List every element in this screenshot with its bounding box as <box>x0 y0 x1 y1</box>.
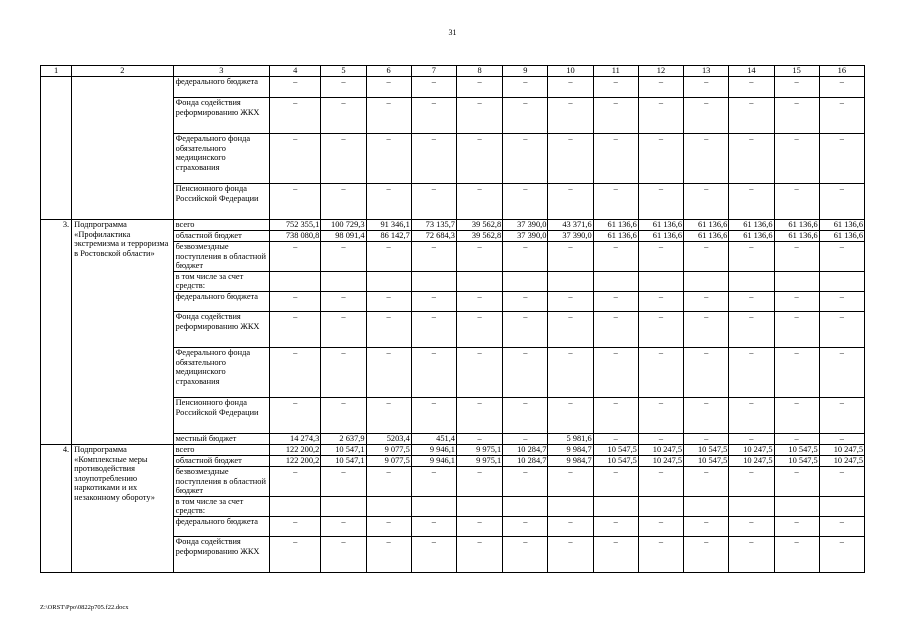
value-cell <box>774 496 819 516</box>
value-cell: – <box>503 184 548 220</box>
header-cell: 13 <box>684 66 729 77</box>
funding-source-cell: федерального бюджета <box>173 516 269 536</box>
funding-source-cell: Фонда содействия реформированию ЖКХ <box>173 536 269 572</box>
value-cell: – <box>366 77 411 98</box>
value-cell: 9 946,1 <box>411 455 456 466</box>
value-cell: – <box>366 134 411 184</box>
value-cell <box>638 496 683 516</box>
value-cell: – <box>593 516 638 536</box>
value-cell: – <box>638 516 683 536</box>
funding-source-cell: безвозмездные поступления в областной бюджет <box>173 466 269 496</box>
value-cell: – <box>270 134 321 184</box>
value-cell: 738 080,8 <box>270 231 321 242</box>
value-cell: – <box>548 466 593 496</box>
value-cell: – <box>684 98 729 134</box>
value-cell: – <box>456 397 502 433</box>
value-cell: 10 547,5 <box>593 444 638 455</box>
file-path-footer: Z:\ORST\Ppo\0822p705.f22.docx <box>40 604 129 611</box>
value-cell: – <box>321 536 366 572</box>
value-cell: – <box>321 466 366 496</box>
value-cell: – <box>593 98 638 134</box>
value-cell: – <box>819 242 864 272</box>
value-cell: – <box>270 347 321 397</box>
value-cell <box>548 271 593 291</box>
value-cell: – <box>593 536 638 572</box>
funding-source-cell: Пенсионного фонда Российской Федерации <box>173 184 269 220</box>
value-cell: – <box>321 184 366 220</box>
value-cell: – <box>411 397 456 433</box>
value-cell: 37 390,0 <box>503 231 548 242</box>
budget-table <box>40 65 865 573</box>
value-cell: – <box>366 184 411 220</box>
value-cell: 9 946,1 <box>411 444 456 455</box>
header-cell: 7 <box>411 66 456 77</box>
value-cell: – <box>548 98 593 134</box>
header-cell: 12 <box>638 66 683 77</box>
value-cell: 61 136,6 <box>684 220 729 231</box>
value-cell: 43 371,6 <box>548 220 593 231</box>
value-cell: – <box>638 536 683 572</box>
value-cell: 10 547,5 <box>684 455 729 466</box>
value-cell: – <box>774 291 819 311</box>
value-cell: – <box>729 134 774 184</box>
value-cell: – <box>593 347 638 397</box>
value-cell: 10 247,5 <box>729 444 774 455</box>
value-cell: 86 142,7 <box>366 231 411 242</box>
value-cell: – <box>638 77 683 98</box>
value-cell <box>366 271 411 291</box>
table-row <box>41 220 865 231</box>
value-cell: 91 346,1 <box>366 220 411 231</box>
value-cell: 5 981,6 <box>548 433 593 444</box>
value-cell: – <box>503 536 548 572</box>
value-cell: – <box>819 184 864 220</box>
value-cell: – <box>819 536 864 572</box>
subprogram-name-cell <box>72 77 173 220</box>
value-cell: 61 136,6 <box>593 220 638 231</box>
value-cell: 9 984,7 <box>548 444 593 455</box>
value-cell: 752 355,1 <box>270 220 321 231</box>
value-cell: – <box>411 77 456 98</box>
value-cell: – <box>321 516 366 536</box>
value-cell: – <box>321 347 366 397</box>
value-cell: – <box>593 134 638 184</box>
value-cell: – <box>774 466 819 496</box>
value-cell <box>270 271 321 291</box>
value-cell: 73 135,7 <box>411 220 456 231</box>
value-cell: 2 637,9 <box>321 433 366 444</box>
value-cell: – <box>819 134 864 184</box>
value-cell: – <box>503 242 548 272</box>
value-cell: – <box>503 466 548 496</box>
header-cell: 3 <box>173 66 269 77</box>
header-cell: 10 <box>548 66 593 77</box>
value-cell: – <box>321 134 366 184</box>
value-cell: 39 562,8 <box>456 231 502 242</box>
value-cell: – <box>411 516 456 536</box>
value-cell: 61 136,6 <box>638 231 683 242</box>
value-cell: – <box>503 347 548 397</box>
value-cell: – <box>503 134 548 184</box>
value-cell: – <box>548 311 593 347</box>
value-cell <box>638 271 683 291</box>
value-cell: 61 136,6 <box>593 231 638 242</box>
value-cell <box>593 271 638 291</box>
header-cell: 15 <box>774 66 819 77</box>
value-cell: 10 284,7 <box>503 455 548 466</box>
header-cell: 5 <box>321 66 366 77</box>
value-cell: – <box>321 291 366 311</box>
value-cell: – <box>503 291 548 311</box>
value-cell: 98 091,4 <box>321 231 366 242</box>
value-cell <box>321 271 366 291</box>
value-cell: 9 984,7 <box>548 455 593 466</box>
value-cell: – <box>729 397 774 433</box>
value-cell: 9 975,1 <box>456 455 502 466</box>
value-cell: – <box>270 98 321 134</box>
value-cell: – <box>270 536 321 572</box>
value-cell: 10 547,5 <box>774 455 819 466</box>
value-cell: – <box>774 536 819 572</box>
value-cell: – <box>729 347 774 397</box>
header-cell: 8 <box>456 66 502 77</box>
value-cell <box>503 496 548 516</box>
value-cell <box>411 271 456 291</box>
value-cell <box>729 271 774 291</box>
value-cell: – <box>684 242 729 272</box>
value-cell: – <box>819 77 864 98</box>
value-cell: – <box>819 98 864 134</box>
value-cell: – <box>456 184 502 220</box>
table-row <box>41 444 865 455</box>
value-cell: – <box>593 291 638 311</box>
value-cell: – <box>819 347 864 397</box>
value-cell <box>366 496 411 516</box>
value-cell: – <box>411 98 456 134</box>
value-cell: – <box>819 311 864 347</box>
value-cell: – <box>638 291 683 311</box>
value-cell: – <box>684 516 729 536</box>
value-cell: – <box>366 536 411 572</box>
value-cell: – <box>593 311 638 347</box>
value-cell: – <box>548 242 593 272</box>
value-cell: – <box>684 77 729 98</box>
page-number: 31 <box>448 28 457 37</box>
value-cell: – <box>729 98 774 134</box>
value-cell: – <box>366 347 411 397</box>
funding-source-cell: Федерального фонда обязательного медицинского страхования <box>173 134 269 184</box>
funding-source-cell: областной бюджет <box>173 455 269 466</box>
value-cell: 9 975,1 <box>456 444 502 455</box>
value-cell: – <box>638 347 683 397</box>
value-cell: – <box>729 311 774 347</box>
value-cell: – <box>638 134 683 184</box>
value-cell: – <box>411 311 456 347</box>
subprogram-name-cell: Подпрограмма «Профилактика экстремизма и терроризма в Ростовской области» <box>72 220 173 445</box>
row-number-cell <box>41 77 72 220</box>
value-cell: 10 547,5 <box>684 444 729 455</box>
value-cell: 122 200,2 <box>270 444 321 455</box>
value-cell: – <box>321 242 366 272</box>
value-cell: 72 684,3 <box>411 231 456 242</box>
value-cell: – <box>456 311 502 347</box>
value-cell: – <box>456 77 502 98</box>
header-cell: 9 <box>503 66 548 77</box>
value-cell: 61 136,6 <box>774 220 819 231</box>
value-cell: – <box>684 311 729 347</box>
value-cell: – <box>411 291 456 311</box>
funding-source-cell: Фонда содействия реформированию ЖКХ <box>173 311 269 347</box>
funding-source-cell: Фонда содействия реформированию ЖКХ <box>173 98 269 134</box>
value-cell: 61 136,6 <box>729 220 774 231</box>
value-cell <box>819 496 864 516</box>
value-cell: – <box>684 291 729 311</box>
value-cell: – <box>366 311 411 347</box>
value-cell: – <box>638 433 683 444</box>
value-cell: – <box>411 134 456 184</box>
header-cell: 4 <box>270 66 321 77</box>
value-cell: – <box>593 466 638 496</box>
value-cell: 61 136,6 <box>638 220 683 231</box>
row-number-cell: 4. <box>41 444 72 572</box>
table-row <box>41 77 865 98</box>
value-cell: – <box>684 466 729 496</box>
subprogram-name-cell: Подпрограмма «Комплексные меры противодействия злоупотреблению наркотиками и их незаконному обороту» <box>72 444 173 572</box>
value-cell: 61 136,6 <box>819 231 864 242</box>
value-cell <box>774 271 819 291</box>
value-cell: 10 247,5 <box>819 455 864 466</box>
value-cell: – <box>270 77 321 98</box>
value-cell: – <box>456 466 502 496</box>
value-cell: – <box>638 397 683 433</box>
funding-source-cell: всего <box>173 220 269 231</box>
value-cell: – <box>774 98 819 134</box>
funding-source-cell: федерального бюджета <box>173 291 269 311</box>
value-cell: – <box>270 242 321 272</box>
value-cell <box>411 496 456 516</box>
value-cell: – <box>456 347 502 397</box>
value-cell: – <box>503 397 548 433</box>
value-cell <box>548 496 593 516</box>
value-cell: – <box>366 291 411 311</box>
value-cell: 10 547,5 <box>774 444 819 455</box>
value-cell: – <box>729 536 774 572</box>
value-cell: 61 136,6 <box>774 231 819 242</box>
value-cell: 122 200,2 <box>270 455 321 466</box>
header-cell: 11 <box>593 66 638 77</box>
header-cell: 1 <box>41 66 72 77</box>
value-cell: – <box>774 433 819 444</box>
value-cell <box>270 496 321 516</box>
value-cell: 9 077,5 <box>366 444 411 455</box>
value-cell: – <box>819 397 864 433</box>
value-cell: – <box>411 347 456 397</box>
value-cell: – <box>774 184 819 220</box>
value-cell: 10 247,5 <box>638 455 683 466</box>
funding-source-cell: Федерального фонда обязательного медицинского страхования <box>173 347 269 397</box>
value-cell: – <box>270 311 321 347</box>
value-cell: – <box>270 291 321 311</box>
value-cell: – <box>548 347 593 397</box>
value-cell: 10 247,5 <box>638 444 683 455</box>
value-cell: – <box>638 311 683 347</box>
value-cell: 61 136,6 <box>729 231 774 242</box>
value-cell: – <box>684 184 729 220</box>
value-cell: – <box>548 536 593 572</box>
value-cell: – <box>366 397 411 433</box>
value-cell: – <box>548 77 593 98</box>
value-cell <box>729 496 774 516</box>
value-cell: – <box>593 77 638 98</box>
value-cell: – <box>684 536 729 572</box>
value-cell: 10 547,1 <box>321 455 366 466</box>
value-cell: 39 562,8 <box>456 220 502 231</box>
value-cell: – <box>366 516 411 536</box>
value-cell: – <box>819 433 864 444</box>
value-cell: – <box>684 134 729 184</box>
value-cell: – <box>503 433 548 444</box>
value-cell: – <box>270 466 321 496</box>
value-cell: 10 247,5 <box>819 444 864 455</box>
value-cell: – <box>729 516 774 536</box>
value-cell: – <box>503 77 548 98</box>
value-cell: – <box>729 466 774 496</box>
value-cell: – <box>411 242 456 272</box>
value-cell: – <box>729 184 774 220</box>
value-cell: – <box>774 397 819 433</box>
value-cell: – <box>593 397 638 433</box>
value-cell: – <box>638 184 683 220</box>
value-cell: – <box>548 134 593 184</box>
value-cell: – <box>321 77 366 98</box>
value-cell: 451,4 <box>411 433 456 444</box>
value-cell: – <box>819 516 864 536</box>
value-cell: 14 274,3 <box>270 433 321 444</box>
value-cell: 37 390,0 <box>548 231 593 242</box>
value-cell: – <box>593 184 638 220</box>
value-cell: – <box>366 242 411 272</box>
header-cell: 6 <box>366 66 411 77</box>
funding-source-cell: Пенсионного фонда Российской Федерации <box>173 397 269 433</box>
value-cell <box>684 271 729 291</box>
value-cell: – <box>548 291 593 311</box>
header-cell: 14 <box>729 66 774 77</box>
value-cell: – <box>729 433 774 444</box>
header-row <box>41 66 865 77</box>
value-cell: – <box>819 466 864 496</box>
value-cell: – <box>729 242 774 272</box>
value-cell: – <box>456 291 502 311</box>
value-cell: – <box>638 466 683 496</box>
value-cell: – <box>819 291 864 311</box>
value-cell: – <box>270 516 321 536</box>
value-cell: 9 077,5 <box>366 455 411 466</box>
value-cell: – <box>321 397 366 433</box>
value-cell: 61 136,6 <box>819 220 864 231</box>
value-cell: – <box>456 98 502 134</box>
value-cell: – <box>638 242 683 272</box>
value-cell: – <box>684 347 729 397</box>
value-cell <box>819 271 864 291</box>
value-cell: – <box>774 77 819 98</box>
value-cell: – <box>774 311 819 347</box>
value-cell: – <box>456 536 502 572</box>
value-cell <box>593 496 638 516</box>
funding-source-cell: безвозмездные поступления в областной бюджет <box>173 242 269 272</box>
value-cell: 61 136,6 <box>684 231 729 242</box>
value-cell: – <box>411 184 456 220</box>
value-cell <box>684 496 729 516</box>
value-cell: – <box>548 516 593 536</box>
value-cell: – <box>638 98 683 134</box>
value-cell: – <box>270 184 321 220</box>
value-cell: – <box>548 184 593 220</box>
funding-source-cell: областной бюджет <box>173 231 269 242</box>
value-cell <box>503 271 548 291</box>
value-cell: – <box>321 98 366 134</box>
value-cell: – <box>456 516 502 536</box>
value-cell: – <box>774 516 819 536</box>
value-cell: 100 729,3 <box>321 220 366 231</box>
value-cell: – <box>729 77 774 98</box>
value-cell: – <box>774 242 819 272</box>
value-cell: – <box>503 98 548 134</box>
value-cell: – <box>548 397 593 433</box>
value-cell: – <box>270 397 321 433</box>
value-cell: – <box>503 311 548 347</box>
value-cell: – <box>774 134 819 184</box>
funding-source-cell: федерального бюджета <box>173 77 269 98</box>
value-cell: 10 547,1 <box>321 444 366 455</box>
value-cell: – <box>684 397 729 433</box>
funding-source-cell: всего <box>173 444 269 455</box>
value-cell: 5203,4 <box>366 433 411 444</box>
value-cell: – <box>503 516 548 536</box>
value-cell: – <box>411 466 456 496</box>
funding-source-cell: в том числе за счет средств: <box>173 496 269 516</box>
value-cell: – <box>366 466 411 496</box>
value-cell <box>321 496 366 516</box>
row-number-cell: 3. <box>41 220 72 445</box>
value-cell: 10 284,7 <box>503 444 548 455</box>
value-cell: – <box>366 98 411 134</box>
value-cell: – <box>456 433 502 444</box>
value-cell <box>456 496 502 516</box>
value-cell <box>456 271 502 291</box>
value-cell: – <box>456 134 502 184</box>
funding-source-cell: в том числе за счет средств: <box>173 271 269 291</box>
value-cell: 10 547,5 <box>593 455 638 466</box>
value-cell: – <box>729 291 774 311</box>
value-cell: – <box>684 433 729 444</box>
value-cell: – <box>593 433 638 444</box>
value-cell: 10 247,5 <box>729 455 774 466</box>
value-cell: – <box>456 242 502 272</box>
header-cell: 16 <box>819 66 864 77</box>
funding-source-cell: местный бюджет <box>173 433 269 444</box>
value-cell: – <box>411 536 456 572</box>
header-cell: 2 <box>72 66 173 77</box>
value-cell: – <box>321 311 366 347</box>
value-cell: 37 390,0 <box>503 220 548 231</box>
value-cell: – <box>774 347 819 397</box>
value-cell: – <box>593 242 638 272</box>
